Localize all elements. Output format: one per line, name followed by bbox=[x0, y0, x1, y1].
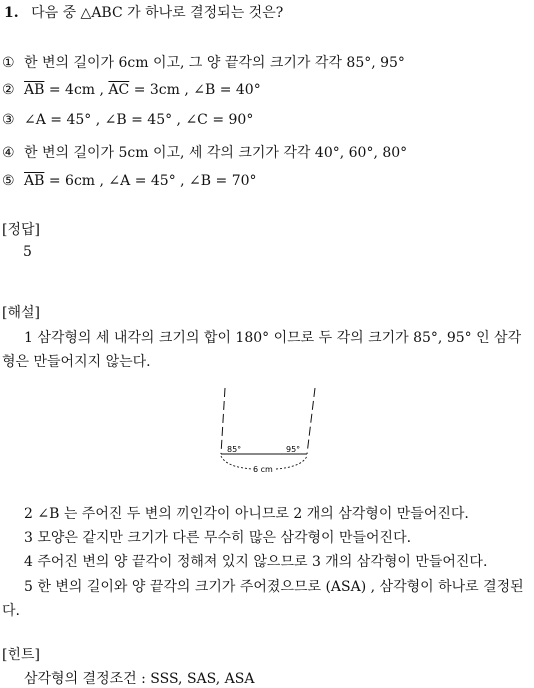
left-side-line bbox=[221, 388, 225, 454]
question-line bbox=[4, 2, 283, 22]
right-angle-label: 95° bbox=[286, 445, 301, 454]
option-marker: ④ bbox=[2, 145, 15, 161]
segment-label: $\overline{AB}$ bbox=[24, 82, 45, 98]
option-marker: ① bbox=[2, 55, 15, 71]
question-number: 1. bbox=[4, 5, 19, 21]
answer-heading: [정답] bbox=[2, 222, 40, 238]
option-2 bbox=[2, 82, 261, 98]
option-marker: ⑤ bbox=[2, 173, 15, 189]
explanation-line-2: 2 ∠B 는 주어진 두 변의 끼인각이 아니므로 2 개의 삼각형이 만들어진다. bbox=[24, 506, 469, 522]
option-3 bbox=[2, 112, 253, 128]
explanation-line-5: 5 한 변의 길이와 양 끝각의 크기가 주어졌으므로 (ASA) , 삼각형이 하나로 결정된다. bbox=[2, 579, 524, 619]
option-text: 한 변의 길이가 5cm 이고, 세 각의 크기가 각각 40°, 60°, 80° bbox=[24, 145, 408, 161]
option-text: = 4cm , bbox=[44, 82, 109, 98]
option-5 bbox=[2, 173, 257, 189]
explanation-line-4: 4 주어진 변의 양 끝각이 정해져 있지 않으므로 3 개의 삼각형이 만들어진다. bbox=[24, 554, 488, 570]
explanation-heading: [해설] bbox=[2, 305, 40, 321]
option-1 bbox=[2, 52, 405, 72]
question-text: 다음 중 △ABC 가 하나로 결정되는 것은? bbox=[31, 5, 284, 21]
option-text: ∠A = 45° , ∠B = 45° , ∠C = 90° bbox=[24, 112, 254, 128]
option-text: = 3cm , ∠B = 40° bbox=[129, 82, 261, 98]
explanation-paragraph-1: 1 삼각형의 세 내각의 크기의 합이 180° 이므로 두 각의 크기가 85°, 95° 인 삼각형은 만들어지지 않는다. bbox=[2, 330, 522, 370]
hint-heading: [힌트] bbox=[2, 647, 40, 663]
option-text: 한 변의 길이가 6cm 이고, 그 양 끝각의 크기가 각각 85°, 95° bbox=[24, 55, 405, 71]
explanation-line-3: 3 모양은 같지만 크기가 다른 무수히 많은 삼각형이 만들어진다. bbox=[24, 530, 412, 546]
explanation-figure bbox=[212, 383, 324, 477]
option-marker: ③ bbox=[2, 112, 15, 128]
hint-text: 삼각형의 결정조건 : SSS, SAS, ASA bbox=[24, 671, 255, 687]
base-length-label: 6 cm bbox=[253, 465, 273, 474]
option-marker: ② bbox=[2, 82, 15, 98]
right-side-line bbox=[307, 388, 315, 454]
left-angle-label: 85° bbox=[227, 445, 242, 454]
option-4 bbox=[2, 142, 407, 162]
segment-label: $\overline{AC}$ bbox=[108, 82, 130, 98]
option-text: = 6cm , ∠A = 45° , ∠B = 70° bbox=[44, 173, 257, 189]
answer-value: 5 bbox=[23, 244, 32, 260]
segment-label: $\overline{AB}$ bbox=[24, 173, 45, 189]
